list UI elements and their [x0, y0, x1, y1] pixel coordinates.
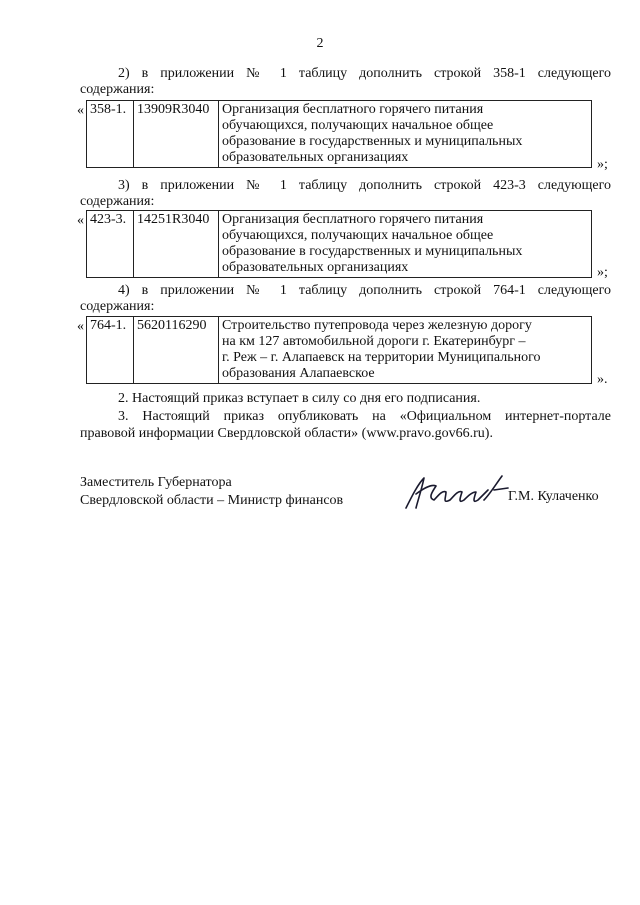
open-quote: « — [77, 103, 84, 118]
amendment-table-764-1 — [86, 316, 592, 384]
amendment-table-358-1 — [86, 100, 592, 168]
page-number: 2 — [316, 36, 324, 51]
amendment-intro-end-358-1: содержания: — [80, 82, 155, 97]
signatory-position — [80, 474, 343, 510]
amendment-intro-end-764-1: содержания: — [80, 299, 155, 314]
row-description — [219, 211, 592, 278]
description-line: образование в государственных и муниципальных — [222, 134, 523, 149]
row-description — [219, 317, 592, 384]
table-row — [87, 211, 592, 278]
description-line: Организация бесплатного горячего питания — [222, 102, 484, 117]
description-line: образование в государственных и муниципальных — [222, 244, 523, 259]
row-description — [219, 101, 592, 168]
amendment-table-423-3 — [86, 210, 592, 278]
amendment-intro-358-1: 2) в приложении № 1 таблицу дополнить строкой 358-1 следующего — [118, 66, 611, 81]
row-code: 13909R3040 — [134, 101, 219, 168]
amendment-intro-end-423-3: содержания: — [80, 194, 155, 209]
description-line: г. Реж – г. Алапаевск на территории Муниципального — [222, 350, 541, 365]
open-quote: « — [77, 213, 84, 228]
row-number: 764-1. — [87, 317, 134, 384]
description-line: обучающихся, получающих начальное общее — [222, 118, 494, 133]
description-line: Организация бесплатного горячего питания — [222, 212, 484, 227]
signatory-name: Г.М. Кулаченко — [508, 489, 599, 504]
open-quote: « — [77, 319, 84, 334]
close-quote: »; — [597, 265, 608, 280]
description-line: образования Алапаевское — [222, 366, 375, 381]
table-row — [87, 101, 592, 168]
close-quote: »; — [597, 157, 608, 172]
row-number: 358-1. — [87, 101, 134, 168]
handwritten-signature — [402, 470, 510, 514]
row-code: 5620116290 — [134, 317, 219, 384]
signatory-position-line1: Заместитель Губернатора — [80, 475, 232, 490]
close-quote: ». — [597, 372, 608, 387]
description-line: образовательных организациях — [222, 150, 409, 165]
row-code: 14251R3040 — [134, 211, 219, 278]
row-number: 423-3. — [87, 211, 134, 278]
description-line: на км 127 автомобильной дороги г. Екатеринбург – — [222, 334, 526, 349]
point-2-text: 2. Настоящий приказ вступает в силу со дня его подписания. — [118, 391, 481, 406]
point-3-text-line2: правовой информации Свердловской области» (www.pravo.gov66.ru). — [80, 426, 493, 441]
description-line: обучающихся, получающих начальное общее — [222, 228, 494, 243]
description-line: образовательных организациях — [222, 260, 409, 275]
point-3-text-line1: 3. Настоящий приказ опубликовать на «Официальном интернет-портале — [118, 409, 611, 424]
table-row — [87, 317, 592, 384]
signatory-position-line2: Свердловской области – Министр финансов — [80, 493, 344, 508]
amendment-intro-423-3: 3) в приложении № 1 таблицу дополнить строкой 423-3 следующего — [118, 178, 611, 193]
description-line: Строительство путепровода через железную дорогу — [222, 318, 532, 333]
amendment-intro-764-1: 4) в приложении № 1 таблицу дополнить строкой 764-1 следующего — [118, 283, 611, 298]
